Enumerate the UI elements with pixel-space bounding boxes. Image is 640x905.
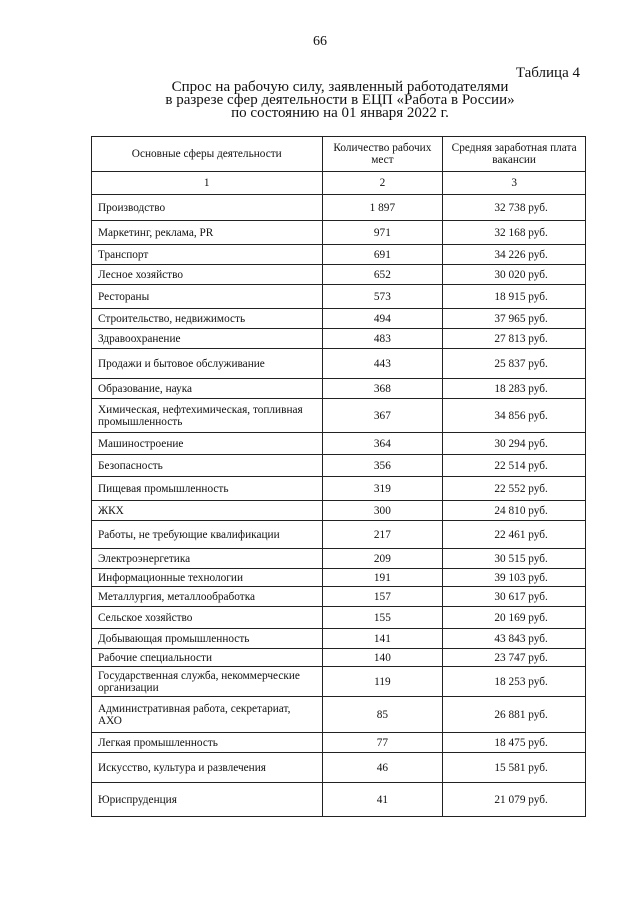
row-count: 140 bbox=[322, 649, 443, 667]
row-sphere: Безопасность bbox=[92, 455, 323, 477]
row-sphere: Пищевая промышленность bbox=[92, 477, 323, 501]
table-row bbox=[92, 667, 586, 697]
table-row bbox=[92, 455, 586, 477]
header-salary: Средняя заработная плата вакансии bbox=[443, 137, 586, 172]
row-salary: 18 475 руб. bbox=[443, 733, 586, 753]
title-line: в разрезе сфер деятельности в ЕЦП «Работа в России» bbox=[165, 92, 515, 108]
table-row bbox=[92, 783, 586, 817]
row-count: 319 bbox=[322, 477, 443, 501]
row-count: 85 bbox=[322, 697, 443, 733]
table-row bbox=[92, 549, 586, 569]
row-sphere: Производство bbox=[92, 195, 323, 221]
row-sphere: Продажи и бытовое обслуживание bbox=[92, 349, 323, 379]
row-sphere: Добывающая промышленность bbox=[92, 629, 323, 649]
row-sphere: Машиностроение bbox=[92, 433, 323, 455]
row-sphere: Информационные технологии bbox=[92, 569, 323, 587]
row-count: 155 bbox=[322, 607, 443, 629]
table-row bbox=[92, 697, 586, 733]
row-count: 364 bbox=[322, 433, 443, 455]
table-label: Таблица 4 bbox=[515, 65, 580, 81]
row-sphere: Рестораны bbox=[92, 285, 323, 309]
row-sphere: Здравоохранение bbox=[92, 329, 323, 349]
row-count: 41 bbox=[322, 783, 443, 817]
table-row bbox=[92, 629, 586, 649]
table-row bbox=[92, 221, 586, 245]
row-sphere: Строительство, недвижимость bbox=[92, 309, 323, 329]
row-count: 356 bbox=[322, 455, 443, 477]
row-count: 217 bbox=[322, 521, 443, 549]
table-row bbox=[92, 433, 586, 455]
table-title bbox=[90, 81, 590, 120]
row-count: 141 bbox=[322, 629, 443, 649]
row-sphere: Административная работа, секретариат, АХО bbox=[92, 697, 323, 733]
table-row bbox=[92, 521, 586, 549]
title-line: Спрос на рабочую силу, заявленный работодателями bbox=[171, 79, 509, 95]
row-sphere: Рабочие специальности bbox=[92, 649, 323, 667]
row-salary: 25 837 руб. bbox=[443, 349, 586, 379]
table-row bbox=[92, 753, 586, 783]
row-salary: 15 581 руб. bbox=[443, 753, 586, 783]
row-sphere: Химическая, нефтехимическая, топливная промышленность bbox=[92, 399, 323, 433]
row-count: 494 bbox=[322, 309, 443, 329]
row-salary: 18 283 руб. bbox=[443, 379, 586, 399]
row-sphere: Электроэнергетика bbox=[92, 549, 323, 569]
row-count: 77 bbox=[322, 733, 443, 753]
row-count: 367 bbox=[322, 399, 443, 433]
table-row bbox=[92, 265, 586, 285]
table-row bbox=[92, 733, 586, 753]
row-count: 209 bbox=[322, 549, 443, 569]
row-count: 573 bbox=[322, 285, 443, 309]
row-count: 119 bbox=[322, 667, 443, 697]
row-sphere: Легкая промышленность bbox=[92, 733, 323, 753]
row-count: 191 bbox=[322, 569, 443, 587]
row-sphere: Металлургия, металлообработка bbox=[92, 587, 323, 607]
row-salary: 30 515 руб. bbox=[443, 549, 586, 569]
row-salary: 22 552 руб. bbox=[443, 477, 586, 501]
row-sphere: Искусство, культура и развлечения bbox=[92, 753, 323, 783]
row-salary: 18 915 руб. bbox=[443, 285, 586, 309]
row-salary: 22 461 руб. bbox=[443, 521, 586, 549]
row-count: 300 bbox=[322, 501, 443, 521]
row-sphere: Государственная служба, некоммерческие организации bbox=[92, 667, 323, 697]
row-salary: 43 843 руб. bbox=[443, 629, 586, 649]
row-salary: 21 079 руб. bbox=[443, 783, 586, 817]
table-row bbox=[92, 607, 586, 629]
header-count: Количество рабочих мест bbox=[322, 137, 443, 172]
row-sphere: Лесное хозяйство bbox=[92, 265, 323, 285]
table-row bbox=[92, 285, 586, 309]
table-row bbox=[92, 477, 586, 501]
title-line: по состоянию на 01 января 2022 г. bbox=[231, 105, 449, 121]
row-salary: 30 294 руб. bbox=[443, 433, 586, 455]
row-salary: 34 226 руб. bbox=[443, 245, 586, 265]
table-row bbox=[92, 399, 586, 433]
column-number: 1 bbox=[92, 172, 323, 195]
table-row bbox=[92, 501, 586, 521]
row-salary: 20 169 руб. bbox=[443, 607, 586, 629]
demand-table bbox=[91, 136, 586, 817]
row-salary: 26 881 руб. bbox=[443, 697, 586, 733]
row-salary: 23 747 руб. bbox=[443, 649, 586, 667]
row-salary: 39 103 руб. bbox=[443, 569, 586, 587]
table-row bbox=[92, 587, 586, 607]
row-count: 971 bbox=[322, 221, 443, 245]
row-count: 443 bbox=[322, 349, 443, 379]
row-sphere: Образование, наука bbox=[92, 379, 323, 399]
row-count: 46 bbox=[322, 753, 443, 783]
page-number: 66 bbox=[313, 34, 327, 49]
row-sphere: ЖКХ bbox=[92, 501, 323, 521]
row-sphere: Сельское хозяйство bbox=[92, 607, 323, 629]
row-salary: 24 810 руб. bbox=[443, 501, 586, 521]
row-salary: 34 856 руб. bbox=[443, 399, 586, 433]
column-number: 2 bbox=[322, 172, 443, 195]
row-salary: 22 514 руб. bbox=[443, 455, 586, 477]
table-row bbox=[92, 649, 586, 667]
table-row bbox=[92, 309, 586, 329]
table-row bbox=[92, 195, 586, 221]
row-count: 652 bbox=[322, 265, 443, 285]
row-sphere: Юриспруденция bbox=[92, 783, 323, 817]
row-salary: 18 253 руб. bbox=[443, 667, 586, 697]
column-number: 3 bbox=[443, 172, 586, 195]
row-count: 691 bbox=[322, 245, 443, 265]
row-salary: 27 813 руб. bbox=[443, 329, 586, 349]
table-row bbox=[92, 569, 586, 587]
table-row bbox=[92, 379, 586, 399]
row-sphere: Работы, не требующие квалификации bbox=[92, 521, 323, 549]
row-salary: 32 738 руб. bbox=[443, 195, 586, 221]
header-sphere: Основные сферы деятельности bbox=[92, 137, 323, 172]
row-count: 157 bbox=[322, 587, 443, 607]
row-salary: 37 965 руб. bbox=[443, 309, 586, 329]
table-row bbox=[92, 329, 586, 349]
row-count: 368 bbox=[322, 379, 443, 399]
row-salary: 30 020 руб. bbox=[443, 265, 586, 285]
table-row bbox=[92, 349, 586, 379]
row-salary: 32 168 руб. bbox=[443, 221, 586, 245]
column-number-row bbox=[92, 172, 586, 195]
table-row bbox=[92, 245, 586, 265]
row-count: 483 bbox=[322, 329, 443, 349]
header-row bbox=[92, 137, 586, 172]
row-count: 1 897 bbox=[322, 195, 443, 221]
row-salary: 30 617 руб. bbox=[443, 587, 586, 607]
row-sphere: Маркетинг, реклама, PR bbox=[92, 221, 323, 245]
row-sphere: Транспорт bbox=[92, 245, 323, 265]
